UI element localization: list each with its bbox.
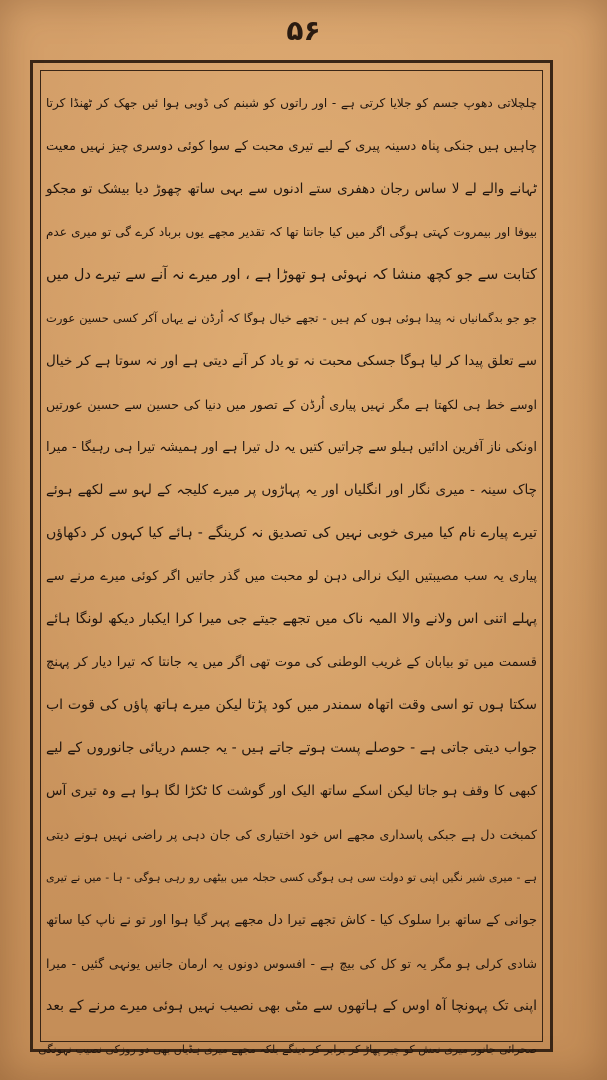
text-line: تیرے پیارے نام کیا میری خوبی نہیں کی تصدیق نہ کرینگے - ہائے کیا کہوں کر دکھاؤں — [46, 525, 537, 541]
text-line: جو جو بدگمانیاں نہ پیدا ہوئی ہوں کم ہیں - تجھے خیال ہوگا کہ اُرڈن نے یہاں آکر کسی حسین عورت — [46, 311, 537, 325]
text-line: بیوفا اور بیمروت کہتی ہوگی اگر میں کیا جانتا تھا کہ تقدیر مجھے یوں برباد کرے گی تو میری عدم — [46, 225, 537, 239]
text-line: صحرائی جانور میری نعش کو چیر پھاڑ کر برابر کر دینگے بلکہ مجھے میری ہڈیاں بھی دو روزکی نصیب نہونگی — [38, 1043, 537, 1056]
text-line: چلچلاتی دھوپ جسم کو جلایا کرتی ہے - اور راتوں کو شبنم کی ڈوبی ہوا ئیں جھک کر ٹھنڈا کرتا — [46, 96, 537, 110]
text-line: سکتا ہوں تو اسی وقت اتھاہ سمندر میں کود پڑتا لیکن میرے ہاتھ پاؤں کی قوت اب — [46, 697, 537, 713]
text-line: اپنی تک پہونچا آہ اوس کے ہاتھوں سے مٹی بھی نصیب نہیں ہوئی میرے مرنے کے بعد — [46, 998, 537, 1014]
text-line: جواب دیتی جاتی ہے - حوصلے پست ہوتے جاتے ہیں - یہ جسم دریائی جانوروں کے لیے — [46, 740, 537, 756]
urdu-text-block — [38, 82, 537, 1056]
text-line: اوسے خط ہی لکھتا ہے مگر نہیں پیاری اُرڈن کے تصور میں دنیا کی حسین سے حسین عورتیں — [46, 397, 537, 412]
text-line: کمبخت دل ہے جبکی پاسداری مجھے اس خود اختیاری کی جان دہی پر راضی نہیں ہونے دیتی — [46, 827, 537, 842]
text-line: شادی کرلی ہو مگر یہ تو کل کی بیچ ہے - افسوس دونوں یہ ارمان جانیں یونہی گئیں - میرا — [46, 956, 537, 971]
text-line: ہے - میری شیر نگیں اپنی تو دولت سی ہی ہوگی کسی حجلہ میں بیٹھی رو رہی ہوگی - ہا - میں نے تیری — [46, 871, 537, 884]
text-line: چاک سینہ - میری نگار اور انگلیاں اور یہ پہاڑوں پر میرے کلیجہ کے لہو سے لکھے ہوئے — [46, 482, 537, 498]
text-line: ٹہانے والے لے لا ساس رجان دھفری ستے ادنوں سے بہی ساتھ چھوڑ دیا بیشک تو مجکو — [46, 181, 537, 197]
text-line: پیاری یہ سب مصیبتیں الیک نرالی دہن لو محبت میں گذر جاتیں اگر کوئی میرے مرنے سے — [46, 569, 537, 584]
text-line: قسمت میں تو بیابان کے غریب الوطنی کی موت تھی اگر میں یہ جانتا کہ تیرا دیار کر پہنچ — [46, 655, 537, 670]
text-line: پہلے اتنی اس ولانے والا المیہ ناک میں تجھے جیتے جی میرا کرا ایکبار دیکھ لونگا ہائے — [46, 611, 537, 627]
text-line: سے تعلق پیدا کر لیا ہوگا جسکی محبت نہ تو یاد کر آنے دیتی ہے اور نہ سوتا ہے کر خیال — [46, 353, 537, 369]
page-number: ۵۶ — [286, 14, 321, 47]
text-line: کبھی کا وقف ہو جاتا لیکن اسکے ساتھ الیک اور گوشت کا ٹکڑا لگا ہوا ہے وہ تیری آس — [46, 783, 537, 799]
text-line: کتابت سے جو کچھ منشا کہ نہوئی ہو تھوڑا ہے ، اور میرے نہ آنے سے تیرے دل میں — [46, 267, 537, 283]
text-line: چاہیں ہیں جنکی پناہ دسینہ پیری کے لیے تیری محبت کے سوا کوئی دوسری چیز نہیں معیت — [46, 139, 537, 154]
text-line: اونکی ناز آفرین ادائیں ہیلو سے چراتیں کتیں یہ دل تیرا ہے اور ہمیشہ تیرا ہی رہیگا - میرا — [46, 440, 537, 455]
text-line: جوانی کے ساتھ برا سلوک کیا - کاش تجھے تیرا دل مجھے پہر گیا ہوا اور تو نے ناپ کیا ساتھ — [46, 913, 537, 928]
